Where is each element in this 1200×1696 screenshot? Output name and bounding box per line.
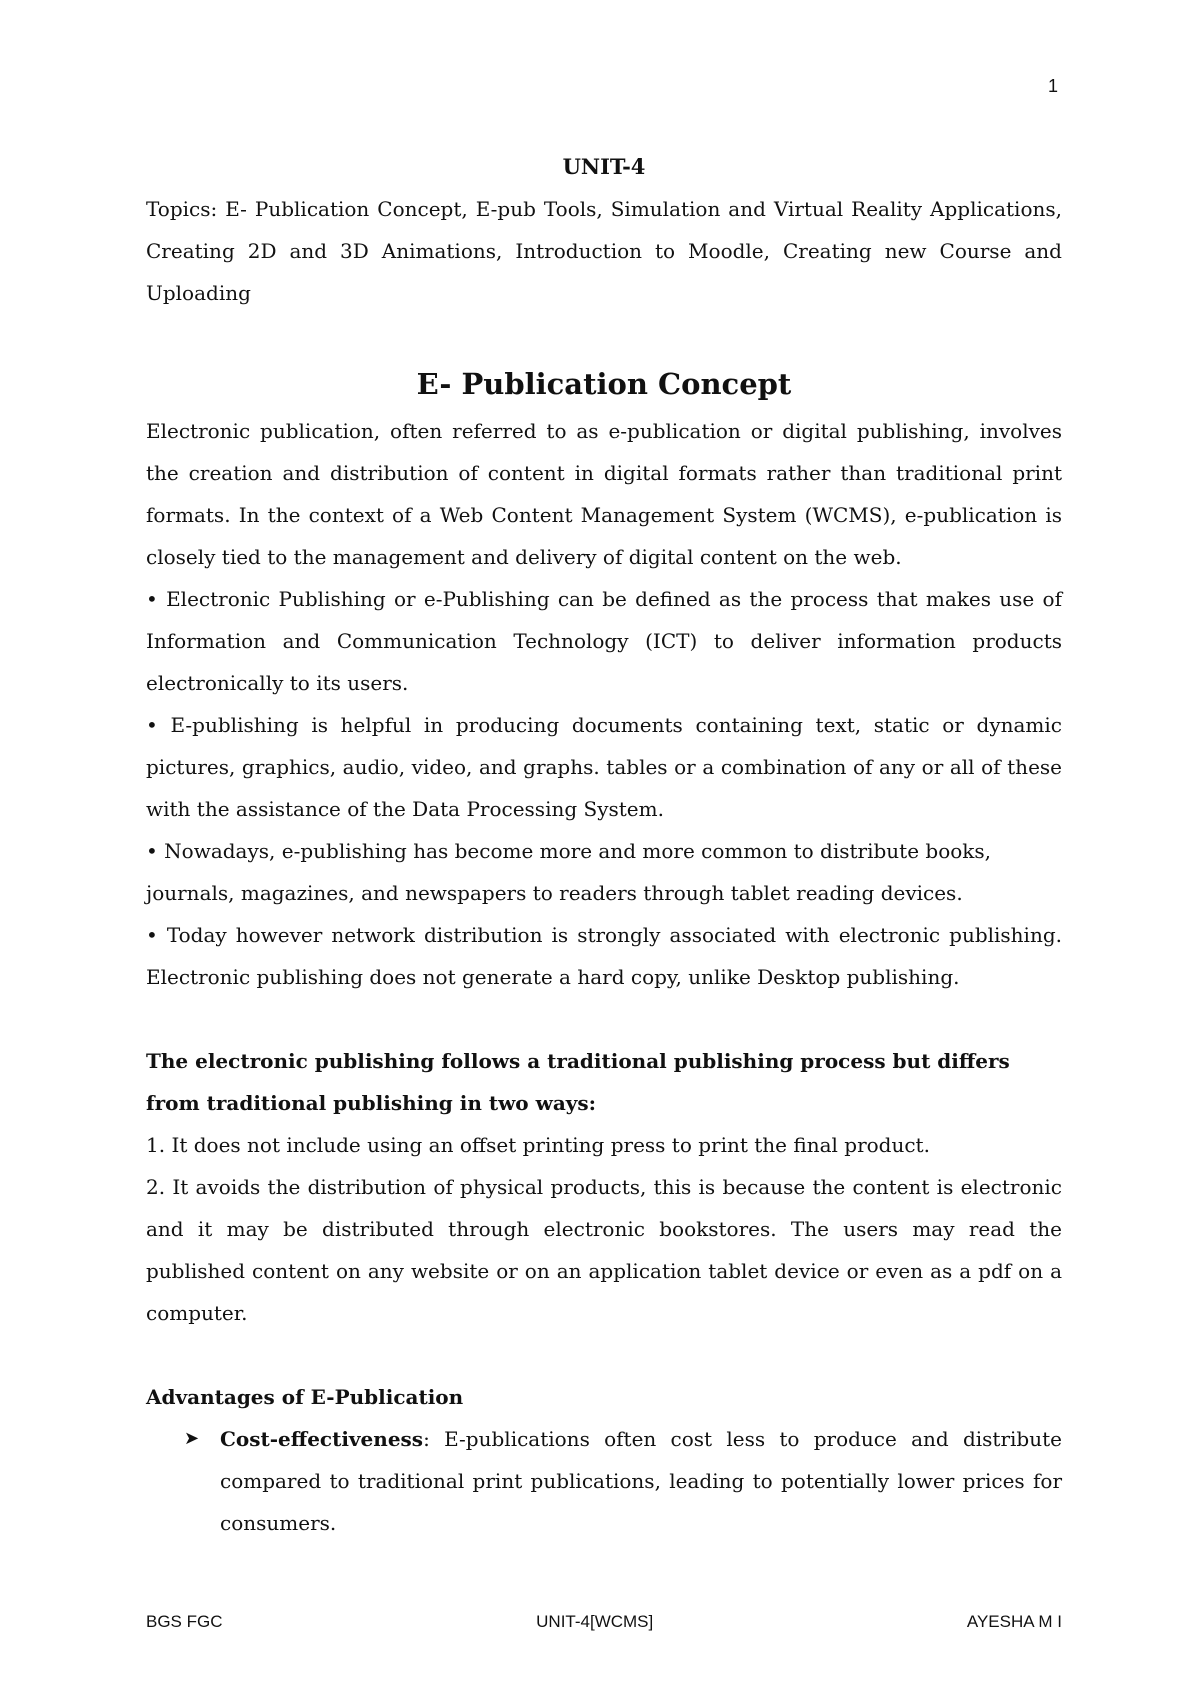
list-item bbox=[146, 1418, 1062, 1544]
spacer bbox=[146, 998, 1062, 1040]
spacer bbox=[146, 1334, 1062, 1376]
arrow-bullet-icon: ➤ bbox=[184, 1428, 200, 1449]
differs-heading: The electronic publishing follows a traditional publishing process but differs from traditional publishing in two ways: bbox=[146, 1049, 1010, 1115]
document-body bbox=[146, 146, 1062, 1544]
advantages-list bbox=[146, 1418, 1062, 1544]
point-nowadays-continued: journals, magazines, and newspapers to readers through tablet reading devices. bbox=[146, 881, 963, 905]
footer-right: AYESHA M I bbox=[966, 1612, 1062, 1631]
intro-paragraph: Electronic publication, often referred to as e-publication or digital publishing, involves the creation and distribution of content in digital formats rather than traditional print formats. In the context of a Web Content Management System (WCMS), e-publication is closely tied to the management and delivery of digital content on the web. bbox=[146, 419, 1062, 569]
point-network-distribution: • Today however network distribution is strongly associated with electronic publishing. Electronic publishing does not generate a hard copy, unlike Desktop publishing. bbox=[146, 923, 1062, 989]
section-heading: E- Publication Concept bbox=[416, 367, 792, 401]
footer-left: BGS FGC bbox=[146, 1612, 223, 1631]
page-number: 1 bbox=[1047, 76, 1058, 96]
point-nowadays: • Nowadays, e-publishing has become more and more common to distribute books, bbox=[146, 839, 992, 863]
advantage-description: : E-publications often cost less to produce and distribute compared to traditional print publications, leading to potentially lower prices for consumers. bbox=[220, 1427, 1062, 1535]
topics-paragraph: Topics: E- Publication Concept, E-pub Tools, Simulation and Virtual Reality Applications, Creating 2D and 3D Animations, Introduction to Moodle, Creating new Course and Uploading bbox=[146, 197, 1062, 305]
point-ict-definition: • Electronic Publishing or e-Publishing can be defined as the process that makes use of Information and Communication Technology (ICT) to deliver information products electronically to its users. bbox=[146, 587, 1062, 695]
differs-item-2: 2. It avoids the distribution of physical products, this is because the content is electronic and it may be distributed through electronic bookstores. The users may read the published content on any website or on an application tablet device or even as a pdf on a computer. bbox=[146, 1175, 1062, 1325]
unit-title: UNIT-4 bbox=[562, 154, 646, 179]
footer-center: UNIT-4[WCMS] bbox=[536, 1612, 654, 1631]
differs-item-1: 1. It does not include using an offset printing press to print the final product. bbox=[146, 1133, 930, 1157]
advantages-heading: Advantages of E-Publication bbox=[146, 1385, 464, 1409]
advantage-term: Cost-effectiveness bbox=[220, 1427, 424, 1451]
point-documents: • E-publishing is helpful in producing documents containing text, static or dynamic pictures, graphics, audio, video, and graphs. tables or a combination of any or all of these with the assistance of the Data Processing System. bbox=[146, 713, 1062, 821]
page-footer bbox=[146, 1612, 1062, 1632]
